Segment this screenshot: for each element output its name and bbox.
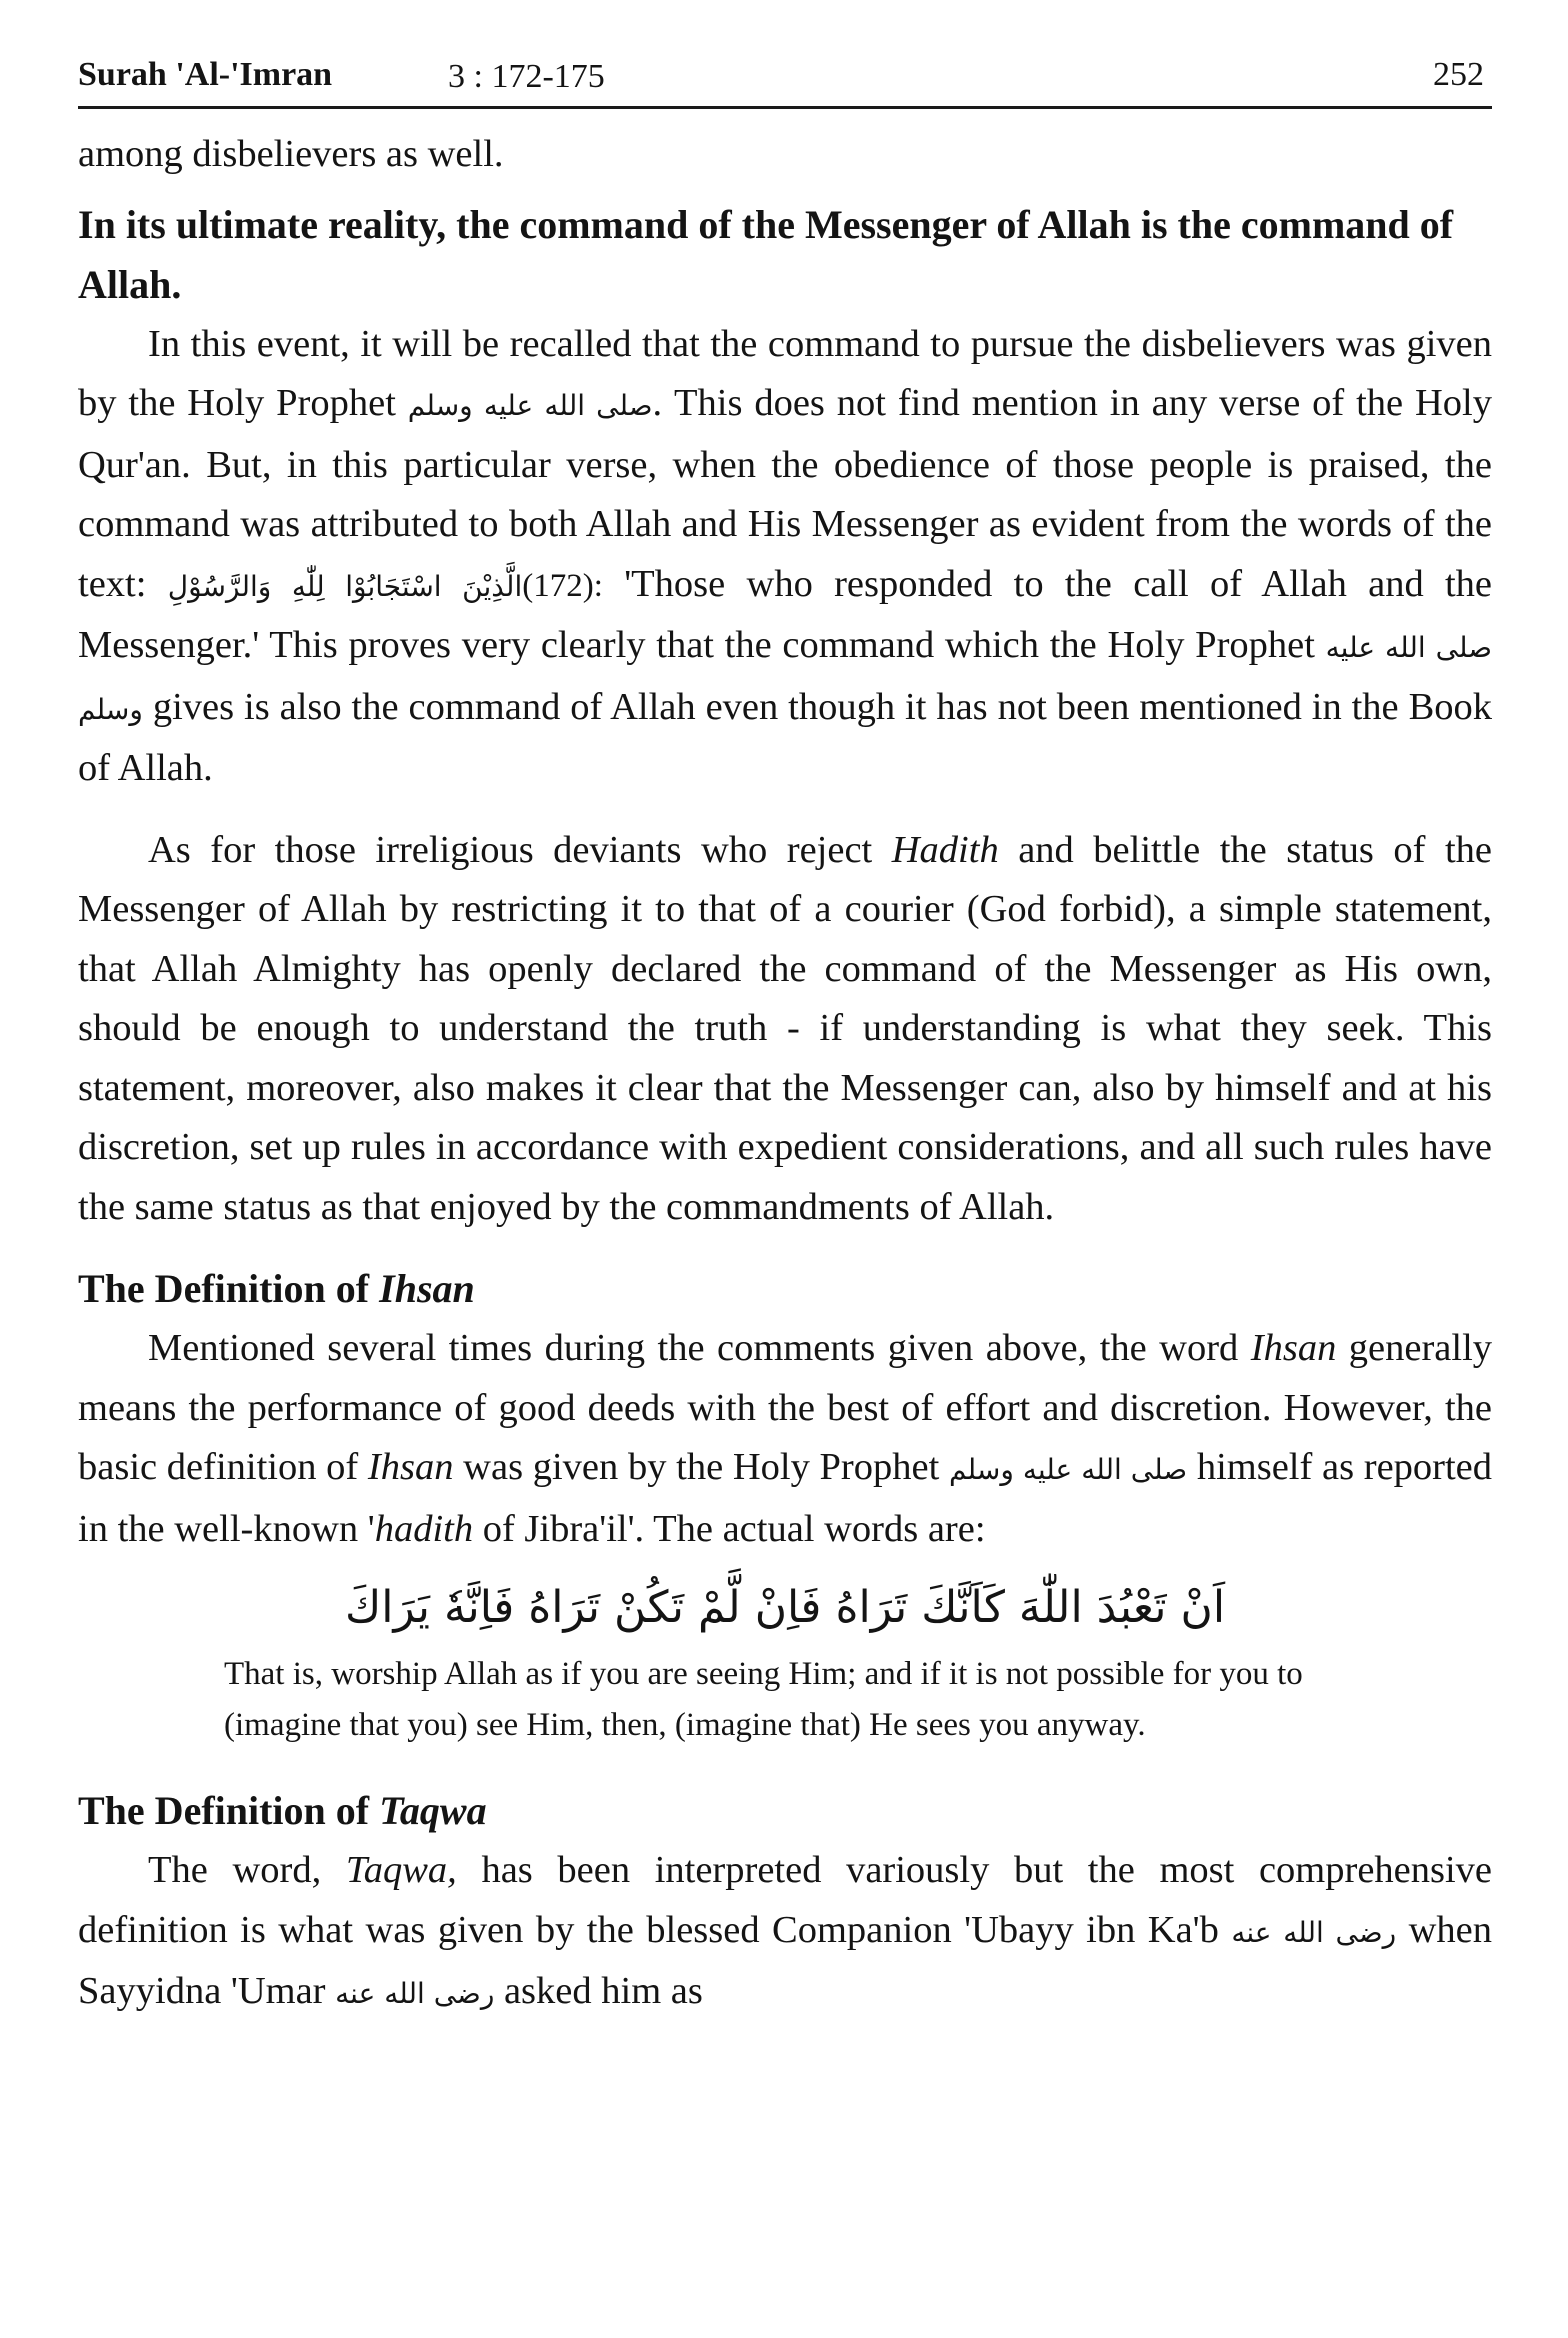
term-taqwa: Taqwa, — [345, 1849, 457, 1891]
hadith-arabic-text: اَنْ تَعْبُدَ اللّٰهَ كَاَنَّكَ تَرَاهُ فَاِنْ لَّمْ تَكُنْ تَرَاهُ فَاِنَّهٗ يَرَاكَ — [344, 1582, 1226, 1633]
term-ihsan: Ihsan — [367, 1446, 454, 1488]
paragraph-deviants — [78, 821, 1492, 1238]
text-run: In this event, it will be recalled that the command to pursue the disbelievers was given by the Holy Prophet — [78, 322, 1492, 424]
text-run: . This does not find mention in any verse of the Holy Qur'an. But, in this particular verse, when the obedience of those people is praised, the command was attributed to both Allah and His Messenger as evident from the words of the text: — [78, 382, 1493, 605]
verse-range: 3 : 172-175 — [448, 58, 605, 95]
surah-title: Surah 'Al-'Imran — [78, 56, 333, 93]
heading-ihsan — [78, 1259, 1492, 1319]
salutation-arabic: صلى الله عليه وسلم — [407, 389, 653, 422]
text-run: 'Those who responded to the call of Allah and the Messenger.' This proves very clearly that the command which the Holy Prophet — [78, 562, 1493, 666]
text-run: himself as reported in the well-known ' — [78, 1446, 1493, 1550]
text-run: when Sayyidna 'Umar — [78, 1908, 1493, 2012]
salutation-arabic: صلى الله عليه وسلم — [78, 631, 1493, 726]
heading-taqwa — [78, 1781, 1492, 1841]
heading-prefix: The Definition of — [78, 1788, 370, 1833]
heading-prefix: The Definition of — [78, 1266, 370, 1311]
text-run: of Jibra'il'. The actual words are: — [482, 1507, 986, 1550]
text-run: The word, — [148, 1849, 322, 1891]
heading-term: Taqwa — [379, 1788, 487, 1833]
paragraph-taqwa — [78, 1841, 1492, 2024]
opening-line: among disbelievers as well. — [78, 133, 504, 175]
term-ihsan: Ihsan — [1250, 1327, 1337, 1369]
text-run: asked him as — [503, 1970, 703, 2012]
term-hadith: hadith — [374, 1507, 474, 1550]
paragraph-ihsan — [78, 1319, 1492, 1559]
running-header — [78, 52, 1492, 109]
verse-quote-arabic: الَّذِيْنَ اسْتَجَابُوْا لِلّٰهِ وَالرَّسُوْلِ — [167, 569, 523, 603]
text-run: generally means the performance of good deeds with the best of effort and discretion. However, the basic definition of — [78, 1327, 1493, 1488]
text-run: Mentioned several times during the comments given above, the word — [148, 1327, 1239, 1369]
heading-command: In its ultimate reality, the command of the Messenger of Allah is the command of Allah. — [78, 201, 1454, 307]
text-run: was given by the Holy Prophet — [463, 1446, 940, 1488]
verse-reference: (172): — [522, 567, 603, 604]
page-number: 252 — [1433, 56, 1484, 93]
text-run: gives is also the command of Allah even though it has not been mentioned in the Book of Allah. — [78, 685, 1492, 789]
text-run: As for those irreligious deviants who reject — [148, 828, 873, 871]
honorific-arabic: رضى الله عنه — [335, 1977, 495, 2010]
honorific-arabic: رضى الله عنه — [1231, 1915, 1397, 1949]
paragraph-event — [78, 315, 1492, 799]
term-hadith: Hadith — [891, 828, 999, 871]
text-run: has been interpreted variously but the most comprehensive definition is what was given by the blessed Companion 'Ubayy ibn Ka'b — [78, 1849, 1493, 1951]
book-page — [78, 52, 1492, 2024]
text-run: and belittle the status of the Messenger of Allah by restricting it to that of a courier (God forbid), a simple statement, that Allah Almighty has openly declared the command of the Messenger as His own, should be enough to understand the truth - if understanding is what they seek. This statement, moreover, also makes it clear that the Messenger can, also by himself and at his discretion, set up rules in accordance with expedient considerations, and all such rules have the same status as that enjoyed by the commandments of Allah. — [78, 828, 1493, 1228]
heading-term: Ihsan — [379, 1266, 475, 1311]
salutation-arabic: صلى الله عليه وسلم — [948, 1453, 1188, 1486]
hadith-translation: That is, worship Allah as if you are seeing Him; and if it is not possible for you to (imagine that you) see Him, then, (imagine that) He sees you anyway. — [224, 1656, 1303, 1743]
